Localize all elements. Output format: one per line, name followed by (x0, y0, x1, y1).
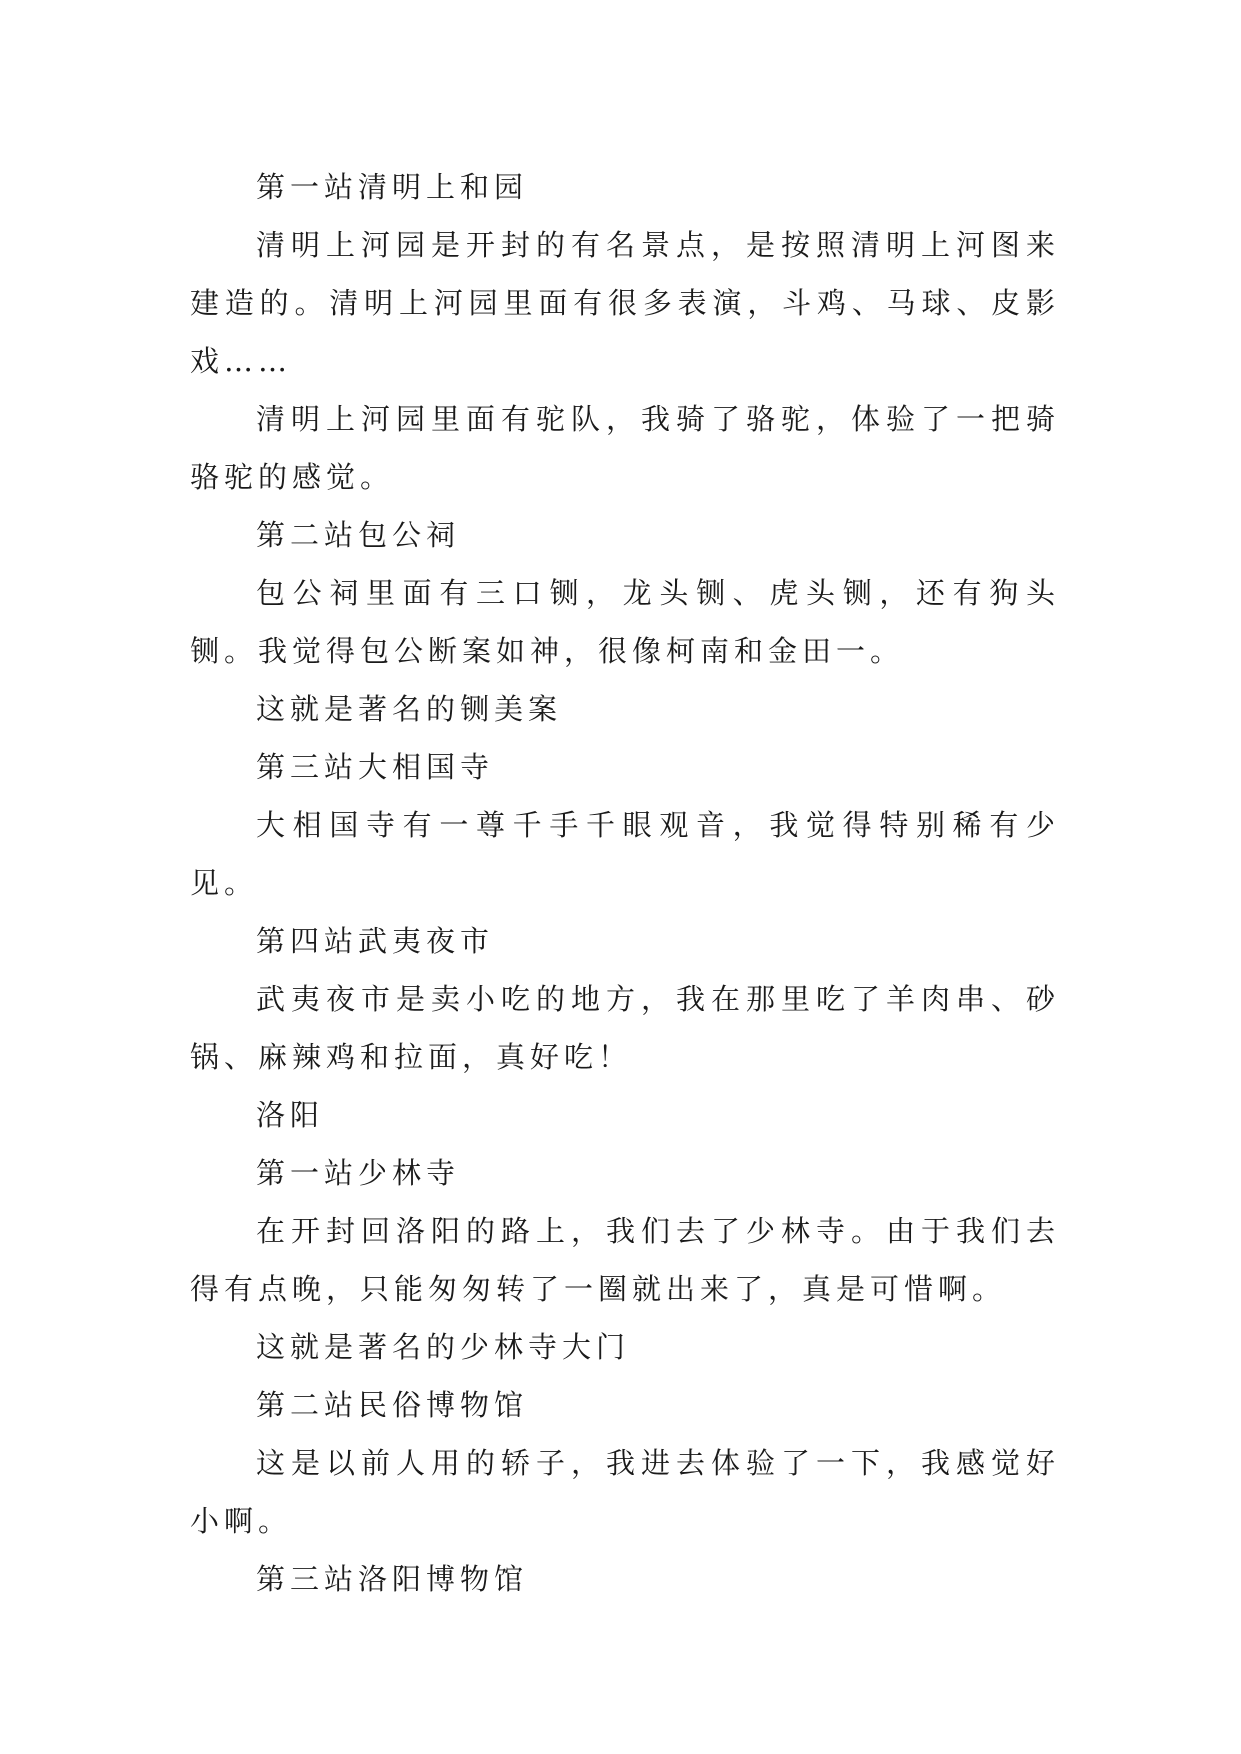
section-heading: 第三站洛阳博物馆 (256, 1562, 529, 1596)
image-caption: 这就是著名的少林寺大门 (256, 1330, 631, 1364)
paragraph: 清明上河园是开封的有名景点，是按照清明上河图来建造的。清明上河园里面有很多表演，斗鸡、马球、皮影戏…… (190, 228, 1060, 378)
paragraph: 包公祠里面有三口铡，龙头铡、虎头铡，还有狗头铡。我觉得包公断案如神，很像柯南和金田一。 (190, 576, 1060, 668)
paragraph: 在开封回洛阳的路上，我们去了少林寺。由于我们去得有点晚，只能匆匆转了一圈就出来了，真是可惜啊。 (190, 1214, 1060, 1306)
section-heading: 第二站民俗博物馆 (256, 1388, 529, 1422)
paragraph: 清明上河园里面有驼队，我骑了骆驼，体验了一把骑骆驼的感觉。 (190, 402, 1060, 494)
paragraph: 武夷夜市是卖小吃的地方，我在那里吃了羊肉串、砂锅、麻辣鸡和拉面，真好吃！ (190, 982, 1060, 1074)
section-heading: 第一站清明上和园 (256, 170, 529, 204)
section-heading: 第四站武夷夜市 (256, 924, 495, 958)
section-heading: 第三站大相国寺 (256, 750, 495, 784)
paragraph: 这是以前人用的轿子，我进去体验了一下，我感觉好小啊。 (190, 1446, 1060, 1538)
image-caption: 这就是著名的铡美案 (256, 692, 563, 726)
section-heading: 第一站少林寺 (256, 1156, 461, 1190)
paragraph: 大相国寺有一尊千手千眼观音，我觉得特别稀有少见。 (190, 808, 1060, 900)
section-heading: 第二站包公祠 (256, 518, 461, 552)
document-body (190, 158, 1060, 1608)
city-heading: 洛阳 (256, 1098, 325, 1132)
